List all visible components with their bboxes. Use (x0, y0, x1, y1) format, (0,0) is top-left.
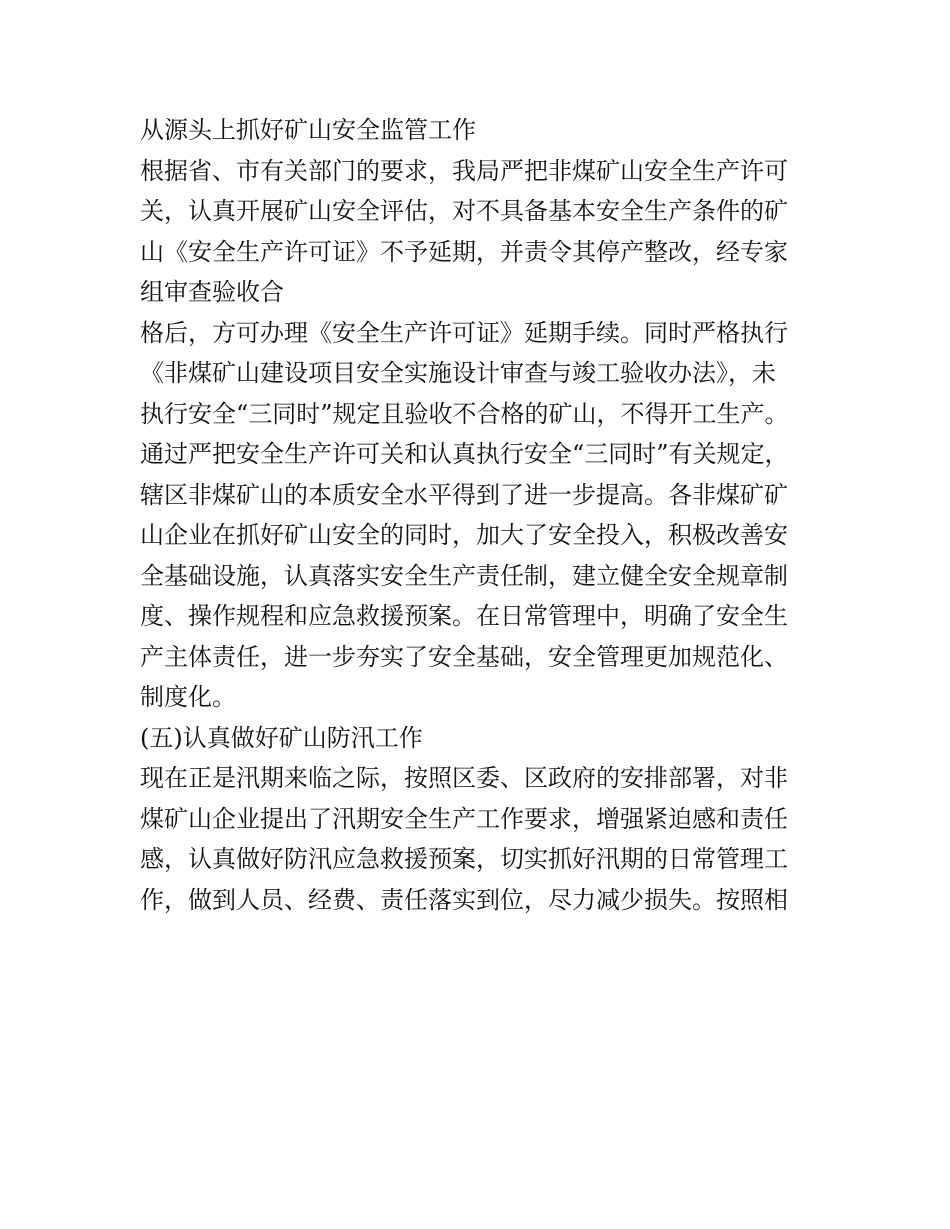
text-line: 煤矿山企业提出了汛期安全生产工作要求，增强紧迫感和责任 (140, 804, 788, 833)
text-line: 现在正是汛期来临之际，按照区委、区政府的安排部署，对非 (140, 764, 788, 792)
text-line: 组审查验收合 (140, 278, 284, 306)
text-line: 辖区非煤矿山的本质安全水平得到了进一步提高。各非煤矿矿 (140, 480, 788, 509)
text-line: 度、操作规程和应急救援预案。在日常管理中，明确了安全生 (140, 602, 788, 630)
text-line: 执行安全“三同时”规定且验收不合格的矿山，不得开工生产。 (140, 399, 789, 428)
text-line: 根据省、市有关部门的要求，我局严把非煤矿山安全生产许可 (140, 156, 788, 185)
text-line: 《非煤矿山建设项目安全实施设计审查与竣工验收办法》，未 (140, 359, 776, 387)
section-heading: (五)认真做好矿山防汛工作 (140, 723, 423, 752)
text-line: 全基础设施，认真落实安全生产责任制，建立健全安全规章制 (140, 561, 788, 590)
text-line: 山《安全生产许可证》不予延期，并责令其停产整改，经专家 (140, 237, 788, 266)
text-line: 作，做到人员、经费、责任落实到位，尽力减少损失。按照相 (140, 885, 788, 914)
text-line: 关，认真开展矿山安全评估，对不具备基本安全生产条件的矿 (140, 197, 788, 225)
text-line: 从源头上抓好矿山安全监管工作 (140, 116, 476, 144)
document-page (140, 110, 820, 920)
text-line: 山企业在抓好矿山安全的同时，加大了安全投入，积极改善安 (140, 521, 788, 549)
text-line: 感，认真做好防汛应急救援预案，切实抓好汛期的日常管理工 (140, 845, 788, 873)
text-line: 通过严把安全生产许可关和认真执行安全“三同时”有关规定， (140, 440, 789, 468)
text-line: 格后，方可办理《安全生产许可证》延期手续。同时严格执行 (140, 318, 788, 347)
text-line: 制度化。 (140, 683, 236, 711)
text-line: 产主体责任，进一步夯实了安全基础，安全管理更加规范化、 (140, 642, 788, 671)
